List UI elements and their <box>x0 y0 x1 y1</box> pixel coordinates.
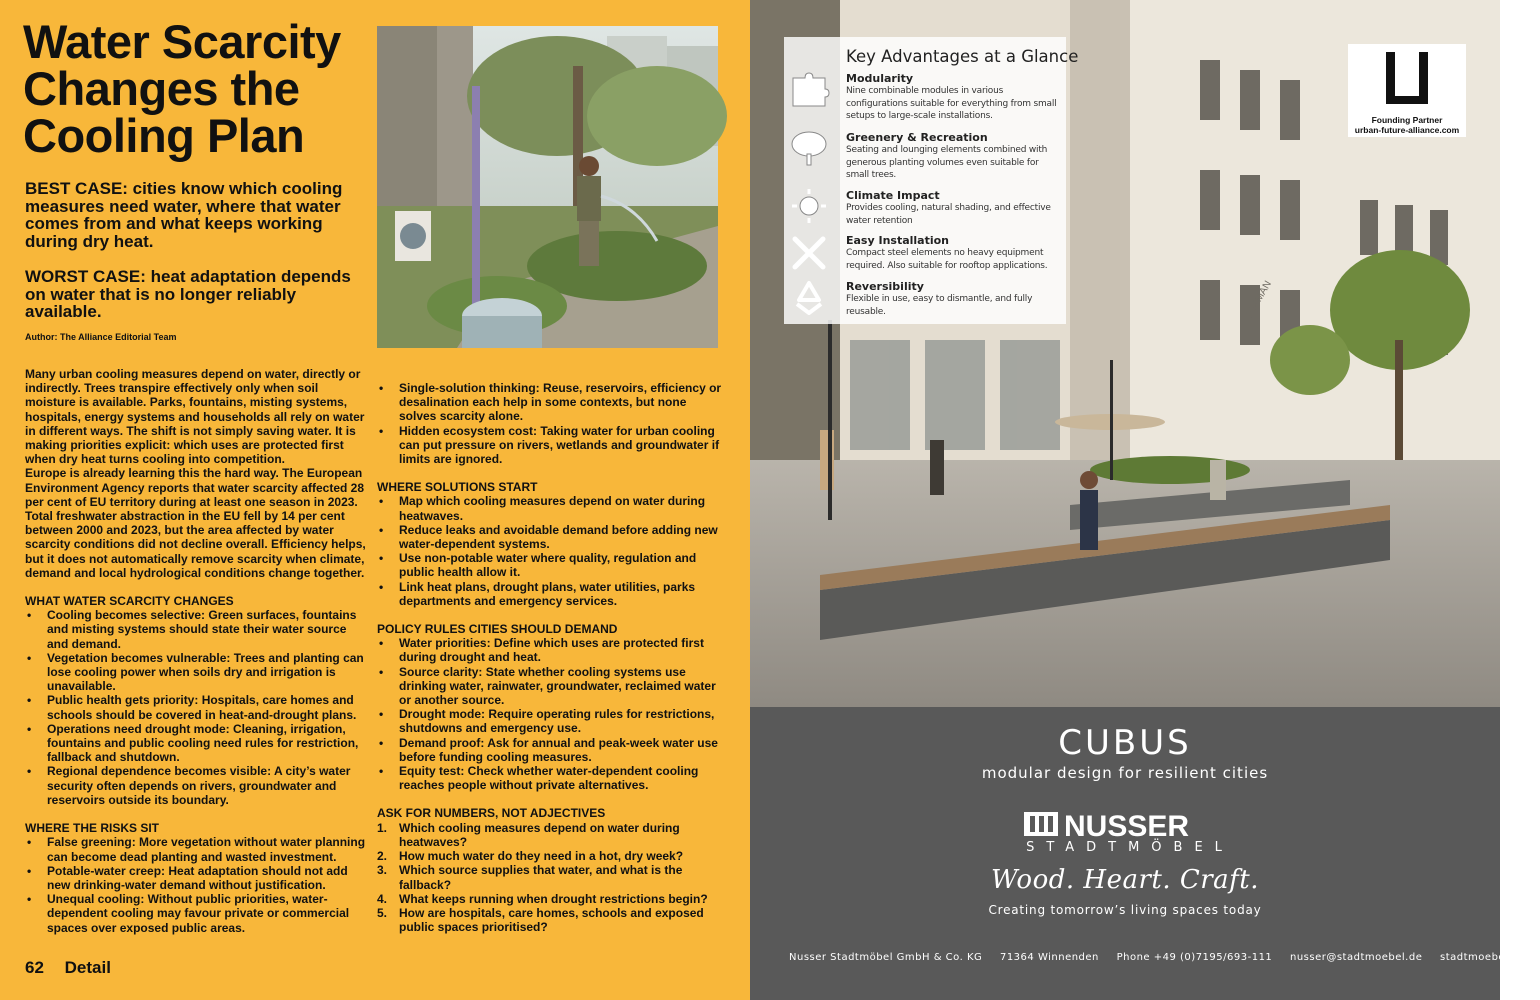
section-heading-numbers: ASK FOR NUMBERS, NOT ADJECTIVES <box>377 806 606 821</box>
item-number: 5. <box>377 905 388 920</box>
list-item: • Demand proof: Ask for annual and peak-week water use before funding cooling measures. <box>377 736 722 764</box>
list-item: • Potable-water creep: Heat adaptation should not add new drinking-water demand without justification. <box>25 864 370 892</box>
advantage-text: Provides cooling, natural shading, and effective water retention <box>846 203 1051 226</box>
brand-tagline: Creating tomorrow’s living spaces today <box>988 903 1262 917</box>
risks-list <box>25 835 370 934</box>
advantage-text: Seating and lounging elements combined with generous planting volumes even suitable for small trees. <box>846 145 1048 180</box>
item-text: Which cooling measures depend on water during heatwaves? <box>399 820 680 849</box>
company-phone: Phone +49 (0)7195/693-111 <box>1116 952 1273 963</box>
advantages-title: Key Advantages at a Glance <box>846 47 1079 66</box>
worst-case-deck: WORST CASE: heat adaptation depends on water that is no longer reliably available. <box>25 267 351 321</box>
page-folio <box>25 958 111 978</box>
advantage-title: Climate Impact <box>846 189 940 202</box>
company-email[interactable]: nusser@stadtmoebel.de <box>1289 952 1423 963</box>
solutions-list <box>377 494 722 608</box>
recycle-icon <box>789 280 829 316</box>
company-website[interactable]: stadtmoebel.de <box>1440 952 1526 963</box>
item-number: 4. <box>377 891 388 906</box>
founding-partner-badge <box>1348 44 1466 137</box>
article-headline: Water Scarcity Changes the Cooling Plan <box>23 15 341 162</box>
item-text: What keeps running when drought restrictions begin? <box>399 891 708 906</box>
list-item <box>377 906 722 934</box>
list-item: • Equity test: Check whether water-dependent cooling reaches people without private alternatives. <box>377 764 722 792</box>
brand-subtitle: STADTMÖBEL <box>1026 840 1234 855</box>
list-item <box>377 892 722 906</box>
item-text: How much water do they need in a hot, dry week? <box>399 849 684 864</box>
advantage-item <box>846 189 1061 227</box>
list-item: • Operations need drought mode: Cleaning, irrigation, fountains and public cooling need rules for restriction, fallback and shutdown. <box>25 722 370 765</box>
advantage-item <box>846 234 1061 272</box>
intro-paragraph: Europe is already learning this the hard way. The European Environment Agency reports that water scarcity affected 28 per cent of EU territory during at least one season in 2023. Total freshwater abstraction in the EU fell by 14 per cent between 2000 and 2023, but the area affected by water scarcity conditions did not decline overall. Efficiency helps, but it does not automatically remove scarcity when climate, demand and local hydrological conditions change together. <box>25 466 366 580</box>
item-number: 2. <box>377 849 388 864</box>
item-text: Which source supplies that water, and what is the fallback? <box>399 863 683 892</box>
policy-list <box>377 636 722 792</box>
garden-photo-illustration <box>377 26 718 348</box>
article-column-right <box>377 381 722 934</box>
item-number: 1. <box>377 820 388 835</box>
advantage-item <box>846 280 1061 318</box>
brand-name: NUSSER <box>1064 810 1190 843</box>
list-item: • Regional dependence becomes visible: A city’s water security often depends on rivers, groundwater and reservoirs outside its boundary. <box>25 764 370 807</box>
partner-label: Founding Partner <box>1371 115 1443 125</box>
list-item: • Public health gets priority: Hospitals, care homes and schools should be covered in heat-and-drought plans. <box>25 693 370 721</box>
partner-url: urban-future-alliance.com <box>1354 125 1460 135</box>
contact-footer <box>789 952 1540 963</box>
alliance-logo-icon <box>1348 44 1466 114</box>
brand-slogan: Wood. Heart. Craft. <box>990 865 1260 895</box>
list-item <box>377 849 722 863</box>
advantage-title: Greenery & Recreation <box>846 131 988 144</box>
puzzle-icon <box>789 72 829 108</box>
advantage-title: Modularity <box>846 72 914 85</box>
numbers-list <box>377 821 722 935</box>
brand-band <box>750 707 1526 1000</box>
article-column-left <box>25 367 370 935</box>
nusser-logo <box>1024 808 1224 843</box>
list-item: • False greening: More vegetation without water planning can become dead planting and wasted investment. <box>25 835 370 863</box>
list-item: • Source clarity: State whether cooling systems use drinking water, rainwater, groundwater, reclaimed water or another source. <box>377 665 722 708</box>
item-text: How are hospitals, care homes, schools and exposed public spaces prioritised? <box>399 905 704 935</box>
article-page <box>0 0 750 1000</box>
intro-paragraph: Many urban cooling measures depend on water, directly or indirectly. Trees transpire effectively only when soil moisture is available. Parks, fountains, misting systems, hospitals, energy systems and households all rely on water in different ways. The shift is not simply saving water. It is making priorities explicit: which uses are protected first when dry heat turns cooling into competition. <box>25 367 365 467</box>
section-heading-solutions: WHERE SOLUTIONS START <box>377 480 538 495</box>
section-name: Detail <box>64 958 111 977</box>
list-item <box>377 821 722 849</box>
list-item <box>377 863 722 891</box>
advantage-item <box>846 131 1061 182</box>
list-item: • Hidden ecosystem cost: Taking water for urban cooling can put pressure on rivers, wetlands and groundwater if limits are ignored. <box>377 424 722 467</box>
changes-list <box>25 608 370 807</box>
product-name: CUBUS <box>1058 723 1192 763</box>
advantage-text: Flexible in use, easy to dismantle, and fully reusable. <box>846 294 1033 317</box>
article-author: Author: The Alliance Editorial Team <box>25 332 177 342</box>
garden-watering-photo <box>377 26 718 348</box>
list-item: • Map which cooling measures depend on water during heatwaves. <box>377 494 722 522</box>
section-heading-changes: WHAT WATER SCARCITY CHANGES <box>25 594 234 609</box>
list-item: • Drought mode: Require operating rules for restrictions, shutdowns and emergency use. <box>377 707 722 735</box>
list-item: • Vegetation becomes vulnerable: Trees and planting can lose cooling power when soils dry and irrigation is unavailable. <box>25 651 370 694</box>
list-item: • Reduce leaks and avoidable demand before adding new water-dependent systems. <box>377 523 722 551</box>
advantage-text: Compact steel elements no heavy equipment required. Also suitable for rooftop applications. <box>846 248 1048 271</box>
company-city: 71364 Winnenden <box>999 952 1099 963</box>
advantage-item <box>846 72 1061 123</box>
sun-icon <box>789 188 829 224</box>
product-subtitle: modular design for resilient cities <box>981 764 1269 782</box>
storefront-sign: TOPMAN <box>1243 279 1274 322</box>
tools-icon <box>789 235 829 271</box>
section-heading-risks: WHERE THE RISKS SIT <box>25 821 160 836</box>
company-name: Nusser Stadtmöbel GmbH & Co. KG <box>789 952 983 963</box>
list-item: • Single-solution thinking: Reuse, reservoirs, efficiency or desalination each help in some contexts, but none solves scarcity alone. <box>377 381 722 424</box>
partner-label-block <box>1348 115 1466 135</box>
tree-icon <box>789 130 829 166</box>
list-item: • Water priorities: Define which uses are protected first during drought and heat. <box>377 636 722 664</box>
page-number: 62 <box>25 958 44 977</box>
list-item: • Use non-potable water where quality, regulation and public health allow it. <box>377 551 722 579</box>
list-item: • Link heat plans, drought plans, water utilities, parks departments and emergency services. <box>377 580 722 608</box>
best-case-deck: BEST CASE: cities know which cooling measures need water, where that water comes from and what keeps working during dry heat. <box>25 179 343 251</box>
list-item: • Cooling becomes selective: Green surfaces, fountains and misting systems should state their water source and demand. <box>25 608 370 651</box>
advantage-title: Reversibility <box>846 280 924 293</box>
list-item: • Unequal cooling: Without public priorities, water-dependent cooling may favour private or commercial spaces over exposed public areas. <box>25 892 370 935</box>
item-number: 3. <box>377 863 388 878</box>
advantage-title: Easy Installation <box>846 234 950 247</box>
advantage-text: Nine combinable modules in various configurations suitable for everything from small setups to large-scale installations. <box>846 86 1057 121</box>
section-heading-policy: POLICY RULES CITIES SHOULD DEMAND <box>377 622 618 637</box>
risks-list-continued <box>377 381 722 466</box>
